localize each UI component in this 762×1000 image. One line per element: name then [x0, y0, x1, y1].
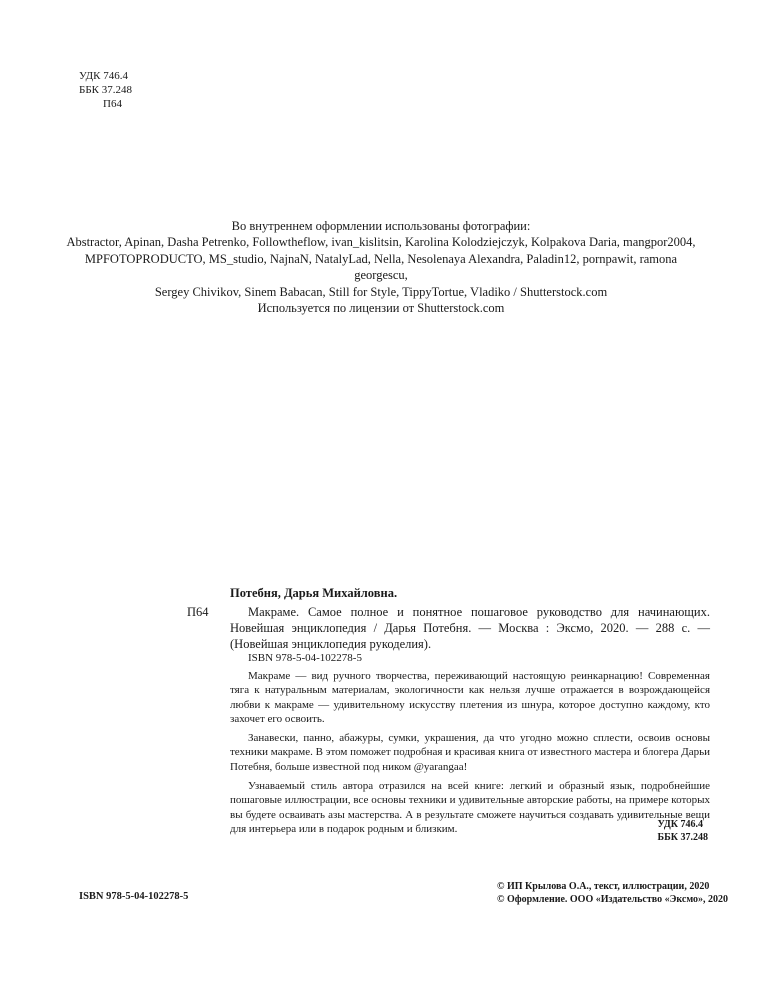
- udk-code: УДК 746.4: [79, 70, 129, 82]
- catalog-author: Потебня, Дарья Михайловна.: [230, 586, 398, 600]
- annotation-paragraph: Макраме — вид ручного творчества, переживающий настоящую реинкарнацию! Современная тяга к натуральным материалам, экологичности как нельзя лучше отражается в возрождающейся любви к макраме — удивительному искусству плетения из шнура, которое доступно каждому, кто захочет его освоить.: [230, 670, 710, 725]
- credits-line: Sergey Chivikov, Sinem Babacan, Still for Style, TippyTortue, Vladiko / Shutterstock.com: [154, 284, 608, 299]
- classification-codes-card: [658, 818, 708, 844]
- catalog-annotation: [230, 669, 710, 841]
- credits-line: Abstractor, Apinan, Dasha Petrenko, Followtheflow, ivan_kislitsin, Karolina Kolodziejczyk, Kolpakova Daria, mangpor2004,: [66, 235, 696, 250]
- bbk-code: ББК 37.248: [79, 84, 132, 96]
- photo-credits: [60, 218, 702, 316]
- catalog-title-description: Макраме. Самое полное и понятное пошаговое руководство для начинающих. Новейшая энциклопедия / Дарья Потебня. — Москва : Эксмо, 2020. — 288 с. — (Новейшая энциклопедия рукоделия).: [230, 605, 710, 652]
- cutter-code: П64: [103, 98, 122, 110]
- catalog-cutter: П64: [187, 605, 209, 619]
- copyright-block: [497, 880, 728, 906]
- credits-line: MPFOTOPRODUCTO, MS_studio, NajnaN, NatalyLad, Nella, Nesolenaya Alexandra, Paladin12, pornpawit, ramona georgescu,: [84, 251, 678, 283]
- copyright-line: © Оформление. ООО «Издательство «Эксмо», 2020: [497, 894, 728, 905]
- copyright-line: © ИП Крылова О.А., текст, иллюстрации, 2020: [497, 881, 710, 892]
- udk-code: УДК 746.4: [657, 819, 703, 830]
- credits-license: Используется по лицензии от Shutterstock.com: [257, 301, 505, 316]
- credits-intro: Во внутреннем оформлении использованы фотографии:: [231, 219, 531, 233]
- annotation-paragraph: Занавески, панно, абажуры, сумки, украшения, да что угодно можно сплести, освоив основы техники макраме. В этом поможет подробная и красивая книга от известного мастера и блогера Дарьи Потебня, больше известной под ником @yarangaa!: [230, 732, 710, 773]
- catalog-isbn: ISBN 978-5-04-102278-5: [248, 652, 362, 664]
- classification-codes-top: [79, 69, 132, 111]
- bbk-code: ББК 37.248: [657, 832, 708, 843]
- annotation-paragraph: Узнаваемый стиль автора отразился на всей книге: легкий и образный язык, подробнейшие пошаговые иллюстрации, все основы техники и удивительные авторские работы, на примере которых вы будете осваивать азы мастерства. А в результате сможете научиться создавать удивительные вещи для интерьера или в подарок родным и близким.: [230, 780, 710, 835]
- footer-isbn: ISBN 978-5-04-102278-5: [79, 891, 189, 902]
